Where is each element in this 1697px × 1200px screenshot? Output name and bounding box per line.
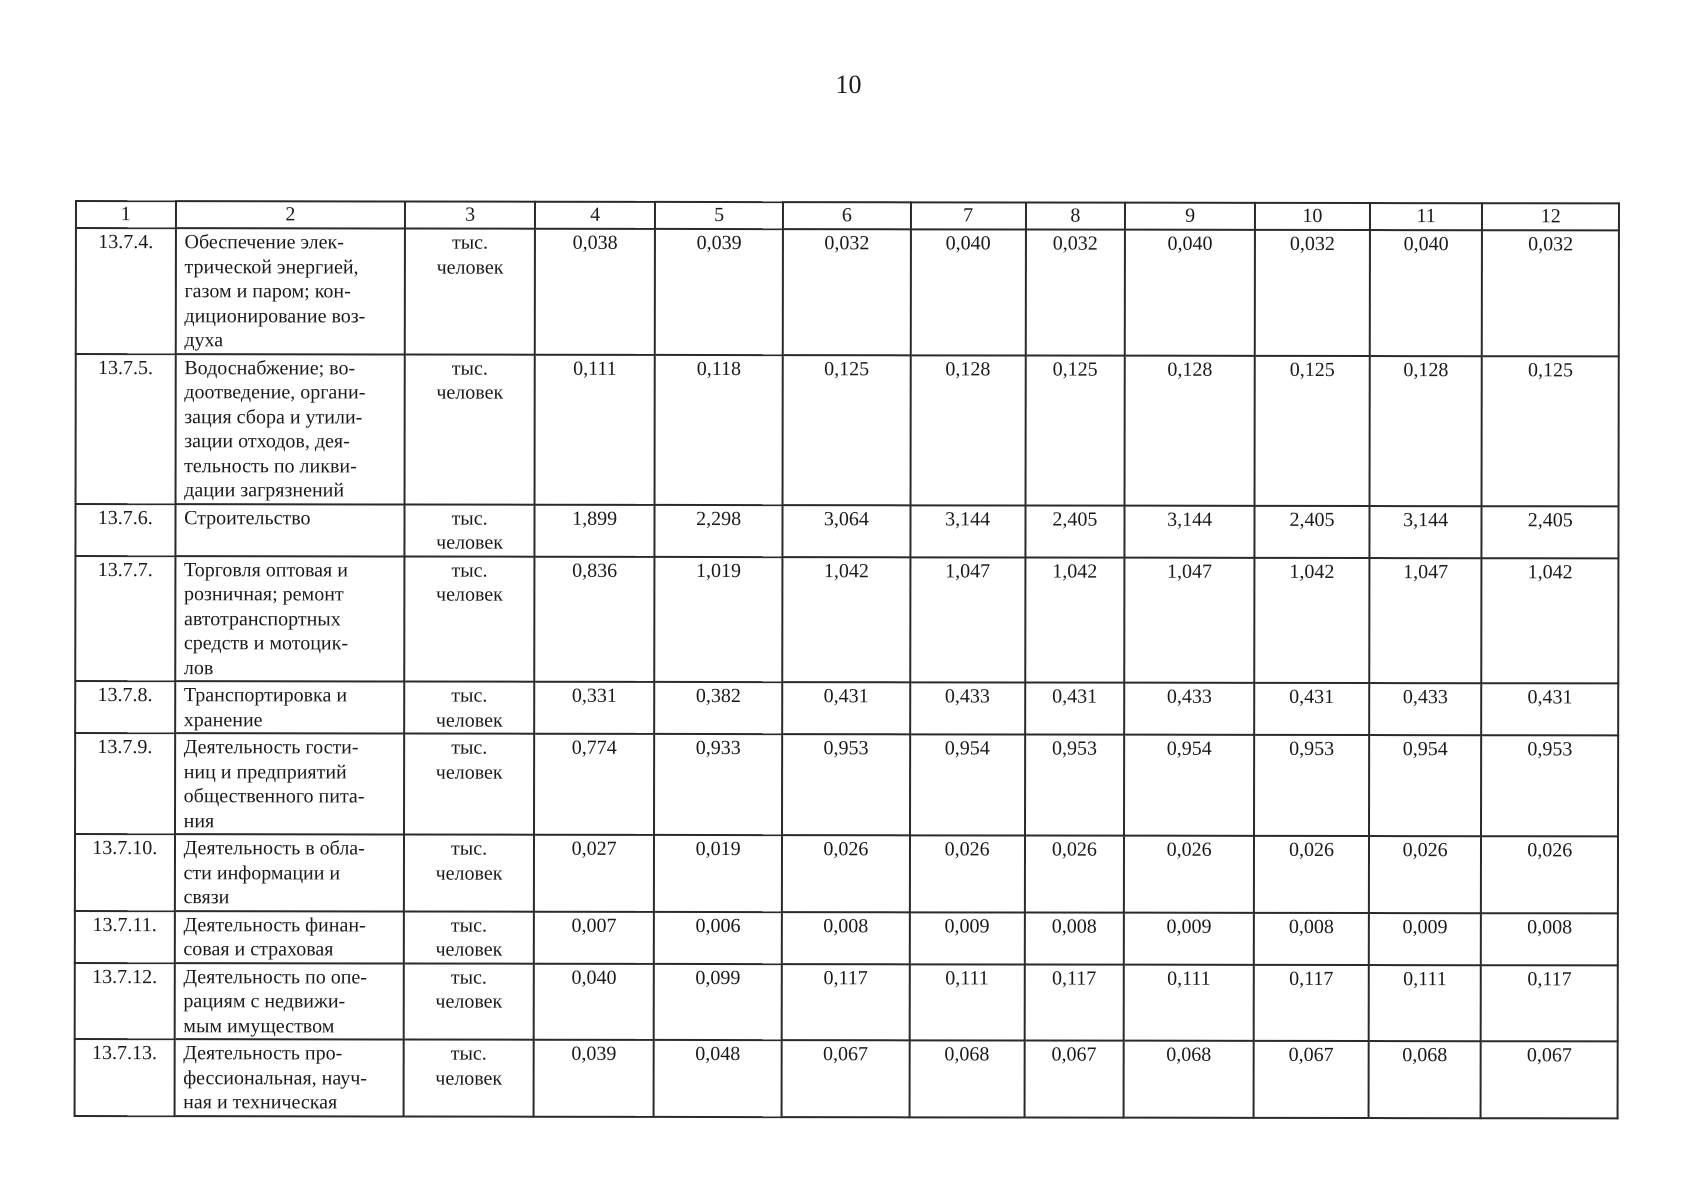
row-code: 13.7.12. — [75, 963, 175, 1040]
row-name — [174, 1039, 404, 1116]
row-name — [175, 504, 405, 556]
table-row — [75, 1039, 1618, 1118]
row-unit-line: человек — [436, 583, 503, 606]
table-row — [76, 354, 1619, 506]
row-code: 13.7.6. — [75, 504, 175, 556]
value-cell-col-6: 1,042 — [782, 557, 910, 683]
value-cell-col-11: 0,040 — [1370, 230, 1483, 356]
value-cell-col-7: 0,954 — [910, 734, 1025, 835]
value-cell-col-7: 0,068 — [909, 1040, 1024, 1117]
row-unit-line: человек — [435, 990, 503, 1013]
value-cell-col-5: 0,039 — [655, 229, 783, 355]
row-name — [175, 354, 405, 504]
column-header-12: 12 — [1482, 203, 1619, 230]
row-name-line: фессиональная, науч- — [183, 1066, 367, 1089]
row-name-line: мым имуществом — [183, 1014, 335, 1037]
row-name — [175, 681, 405, 733]
row-unit-line: человек — [436, 256, 504, 279]
row-unit-line: человек — [436, 531, 504, 554]
value-cell-col-9: 0,026 — [1124, 836, 1254, 913]
value-cell-col-5: 0,099 — [654, 963, 782, 1040]
value-cell-col-10: 0,026 — [1254, 836, 1369, 913]
row-name-line: доотведение, органи- — [184, 381, 366, 404]
row-unit — [405, 354, 535, 504]
row-name-line: Деятельность в обла- — [183, 837, 365, 860]
row-name-line: совая и страховая — [183, 938, 334, 961]
row-name-line: зации отходов, дея- — [184, 430, 350, 453]
row-unit — [404, 556, 534, 682]
value-cell-col-12: 0,125 — [1482, 356, 1619, 506]
table-header — [76, 201, 1619, 230]
value-cell-col-6: 0,953 — [782, 734, 910, 835]
value-cell-col-9: 0,111 — [1124, 964, 1254, 1041]
value-cell-col-5: 0,048 — [654, 1040, 782, 1117]
row-unit — [404, 963, 534, 1040]
value-cell-col-11: 0,433 — [1369, 683, 1482, 735]
row-unit-line: тыс. — [450, 914, 488, 937]
row-name — [175, 556, 405, 682]
value-cell-col-7: 0,026 — [910, 835, 1025, 912]
value-cell-col-7: 0,433 — [910, 682, 1025, 734]
value-cell-col-4: 0,040 — [534, 963, 654, 1040]
value-cell-col-12: 0,008 — [1481, 913, 1618, 965]
value-cell-col-6: 0,431 — [782, 682, 910, 734]
row-name-line: автотранспортных — [183, 607, 341, 630]
value-cell-col-11: 1,047 — [1369, 558, 1482, 684]
value-cell-col-9: 3,144 — [1125, 505, 1255, 557]
row-name-line: дации загрязнений — [184, 479, 345, 502]
value-cell-col-6: 0,125 — [783, 355, 911, 505]
value-cell-col-9: 0,040 — [1125, 230, 1255, 356]
value-cell-col-7: 1,047 — [910, 557, 1025, 683]
value-cell-col-9: 1,047 — [1124, 557, 1254, 683]
row-unit — [404, 911, 534, 963]
row-unit-line: тыс. — [451, 507, 488, 530]
value-cell-col-9: 0,433 — [1124, 683, 1254, 735]
value-cell-col-4: 0,331 — [534, 682, 654, 734]
value-cell-col-10: 0,032 — [1255, 230, 1370, 356]
row-unit-line: человек — [436, 381, 504, 404]
row-name-line: Деятельность про- — [183, 1042, 343, 1065]
value-cell-col-12: 0,026 — [1481, 836, 1618, 913]
row-unit-line: человек — [435, 938, 503, 961]
table-row — [75, 911, 1618, 965]
row-code: 13.7.11. — [75, 911, 175, 963]
value-cell-col-10: 1,042 — [1254, 557, 1369, 683]
table-row — [75, 834, 1618, 913]
value-cell-col-6: 0,067 — [782, 1040, 910, 1117]
value-cell-col-5: 0,118 — [655, 354, 783, 504]
value-cell-col-10: 0,067 — [1254, 1041, 1369, 1118]
value-cell-col-5: 0,382 — [654, 682, 782, 734]
row-name-line: розничная; ремонт — [183, 583, 344, 606]
table-body — [75, 228, 1619, 1118]
value-cell-col-8: 0,032 — [1025, 229, 1125, 355]
row-code: 13.7.10. — [75, 834, 175, 911]
row-unit-line: человек — [435, 1067, 503, 1090]
value-cell-col-4: 0,038 — [535, 229, 655, 355]
column-header-8: 8 — [1026, 202, 1126, 229]
value-cell-col-8: 0,008 — [1024, 912, 1124, 964]
value-cell-col-10: 0,125 — [1255, 355, 1370, 505]
value-cell-col-11: 0,128 — [1369, 356, 1482, 506]
value-cell-col-8: 0,125 — [1025, 355, 1125, 505]
row-unit-line: человек — [435, 761, 503, 784]
row-unit — [404, 682, 534, 734]
table-row — [75, 733, 1618, 836]
value-cell-col-7: 3,144 — [910, 505, 1025, 557]
row-code: 13.7.7. — [75, 556, 175, 682]
row-code: 13.7.8. — [75, 681, 175, 733]
value-cell-col-11: 0,009 — [1369, 913, 1482, 965]
data-table — [74, 200, 1620, 1119]
row-name-line: Деятельность по опе- — [183, 965, 367, 988]
value-cell-col-10: 0,117 — [1254, 964, 1369, 1041]
row-name-line: лов — [183, 656, 214, 679]
row-unit-line: тыс. — [451, 357, 488, 380]
column-header-6: 6 — [783, 202, 911, 229]
value-cell-col-6: 0,008 — [782, 912, 910, 964]
table-row — [75, 556, 1618, 684]
header-row — [76, 201, 1619, 230]
value-cell-col-6: 3,064 — [782, 505, 910, 557]
column-header-11: 11 — [1370, 203, 1483, 230]
table-row — [76, 228, 1619, 356]
row-name — [175, 228, 405, 354]
value-cell-col-4: 0,027 — [534, 835, 654, 912]
row-unit — [405, 504, 535, 556]
row-unit-line: тыс. — [451, 684, 488, 707]
value-cell-col-12: 1,042 — [1482, 558, 1619, 684]
row-name-line: Деятельность финан- — [183, 913, 366, 936]
row-unit-line: человек — [435, 709, 503, 732]
row-unit-line: тыс. — [451, 736, 488, 759]
value-cell-col-4: 0,111 — [535, 354, 655, 504]
value-cell-col-9: 0,009 — [1124, 912, 1254, 964]
row-name-line: рациям с недвижи- — [183, 990, 346, 1013]
row-unit-line: тыс. — [451, 559, 488, 582]
row-name-line: ниц и предприятий — [183, 760, 347, 783]
row-unit-line: тыс. — [451, 231, 489, 254]
value-cell-col-5: 2,298 — [655, 504, 783, 556]
row-name-line: Обеспечение элек- — [184, 231, 344, 254]
row-name-line: Транспортировка и — [183, 684, 348, 707]
row-name — [174, 963, 404, 1040]
row-code: 13.7.9. — [75, 733, 175, 834]
row-name-line: средств и мотоцик- — [183, 632, 349, 655]
value-cell-col-12: 0,067 — [1481, 1041, 1618, 1118]
row-unit-line: тыс. — [451, 837, 488, 860]
column-header-3: 3 — [405, 202, 535, 229]
row-name-line: ния — [183, 809, 215, 832]
value-cell-col-5: 0,933 — [654, 734, 782, 835]
row-name-line: тельность по ликви- — [184, 454, 357, 477]
row-code: 13.7.4. — [76, 228, 176, 354]
value-cell-col-10: 0,431 — [1254, 683, 1369, 735]
row-name-line: духа — [184, 329, 224, 352]
value-cell-col-9: 0,068 — [1124, 1041, 1254, 1118]
value-cell-col-12: 0,953 — [1481, 735, 1618, 836]
column-header-9: 9 — [1125, 203, 1255, 230]
value-cell-col-10: 0,953 — [1254, 735, 1369, 836]
value-cell-col-11: 0,068 — [1368, 1041, 1481, 1118]
row-unit — [404, 734, 534, 835]
row-name — [174, 834, 404, 911]
value-cell-col-8: 0,953 — [1025, 734, 1125, 835]
row-unit — [405, 229, 535, 355]
row-unit-line: человек — [435, 862, 503, 885]
row-name-line: Деятельность гости- — [183, 736, 359, 759]
value-cell-col-8: 2,405 — [1025, 505, 1125, 557]
row-name-line: трической энергией, — [184, 255, 359, 278]
column-header-5: 5 — [655, 202, 783, 229]
value-cell-col-4: 0,774 — [534, 734, 654, 835]
value-cell-col-11: 0,026 — [1369, 836, 1482, 913]
row-name-line: зация сбора и утили- — [184, 405, 363, 428]
value-cell-col-6: 0,117 — [782, 964, 910, 1041]
row-name-line: Торговля оптовая и — [184, 558, 348, 581]
value-cell-col-7: 0,111 — [909, 964, 1024, 1041]
row-code: 13.7.13. — [75, 1039, 175, 1116]
value-cell-col-7: 0,128 — [910, 355, 1025, 505]
column-header-4: 4 — [535, 202, 655, 229]
value-cell-col-9: 0,954 — [1124, 735, 1254, 836]
value-cell-col-12: 0,117 — [1481, 965, 1618, 1042]
value-cell-col-12: 0,431 — [1482, 683, 1619, 735]
data-table-container — [74, 200, 1620, 1119]
value-cell-col-10: 0,008 — [1254, 912, 1369, 964]
value-cell-col-6: 0,026 — [782, 835, 910, 912]
value-cell-col-4: 0,836 — [534, 556, 654, 682]
value-cell-col-12: 0,032 — [1482, 230, 1619, 356]
table-row — [75, 504, 1618, 558]
row-name-line: Строительство — [184, 506, 311, 529]
column-header-7: 7 — [911, 202, 1026, 229]
value-cell-col-4: 1,899 — [535, 504, 655, 556]
row-unit — [404, 835, 534, 912]
row-code: 13.7.5. — [76, 354, 176, 504]
row-name-line: ная и техническая — [183, 1091, 338, 1114]
value-cell-col-12: 2,405 — [1482, 506, 1619, 558]
value-cell-col-11: 0,111 — [1369, 965, 1482, 1042]
row-name-line: Водоснабжение; во- — [184, 356, 356, 379]
value-cell-col-8: 0,431 — [1025, 682, 1125, 734]
page-number: 10 — [835, 70, 862, 99]
row-name-line: общественного пита- — [183, 785, 365, 808]
row-name-line: сти информации и — [183, 861, 341, 884]
table-row — [75, 963, 1618, 1042]
row-name-line: связи — [183, 886, 230, 909]
value-cell-col-9: 0,128 — [1125, 355, 1255, 505]
value-cell-col-5: 0,019 — [654, 835, 782, 912]
row-name-line: хранение — [183, 708, 263, 731]
row-unit — [404, 1040, 534, 1117]
value-cell-col-5: 0,006 — [654, 911, 782, 963]
column-header-10: 10 — [1255, 203, 1370, 230]
value-cell-col-5: 1,019 — [655, 556, 783, 682]
value-cell-col-11: 3,144 — [1369, 506, 1482, 558]
row-name-line: диционирование воз- — [184, 304, 366, 327]
value-cell-col-7: 0,009 — [910, 912, 1025, 964]
row-name — [175, 733, 405, 834]
row-name-line: газом и паром; кон- — [184, 280, 351, 303]
row-unit-line: тыс. — [450, 1042, 487, 1065]
row-unit-line: тыс. — [450, 966, 487, 989]
column-header-2: 2 — [176, 201, 406, 228]
value-cell-col-4: 0,039 — [534, 1040, 654, 1117]
row-name — [174, 911, 404, 963]
value-cell-col-7: 0,040 — [911, 229, 1026, 355]
value-cell-col-8: 0,067 — [1024, 1040, 1124, 1117]
column-header-1: 1 — [76, 201, 176, 228]
value-cell-col-8: 0,117 — [1024, 964, 1124, 1041]
value-cell-col-4: 0,007 — [534, 911, 654, 963]
value-cell-col-10: 2,405 — [1255, 505, 1370, 557]
value-cell-col-11: 0,954 — [1369, 735, 1482, 836]
value-cell-col-8: 0,026 — [1024, 835, 1124, 912]
value-cell-col-6: 0,032 — [783, 229, 911, 355]
value-cell-col-8: 1,042 — [1025, 557, 1125, 683]
table-row — [75, 681, 1618, 735]
